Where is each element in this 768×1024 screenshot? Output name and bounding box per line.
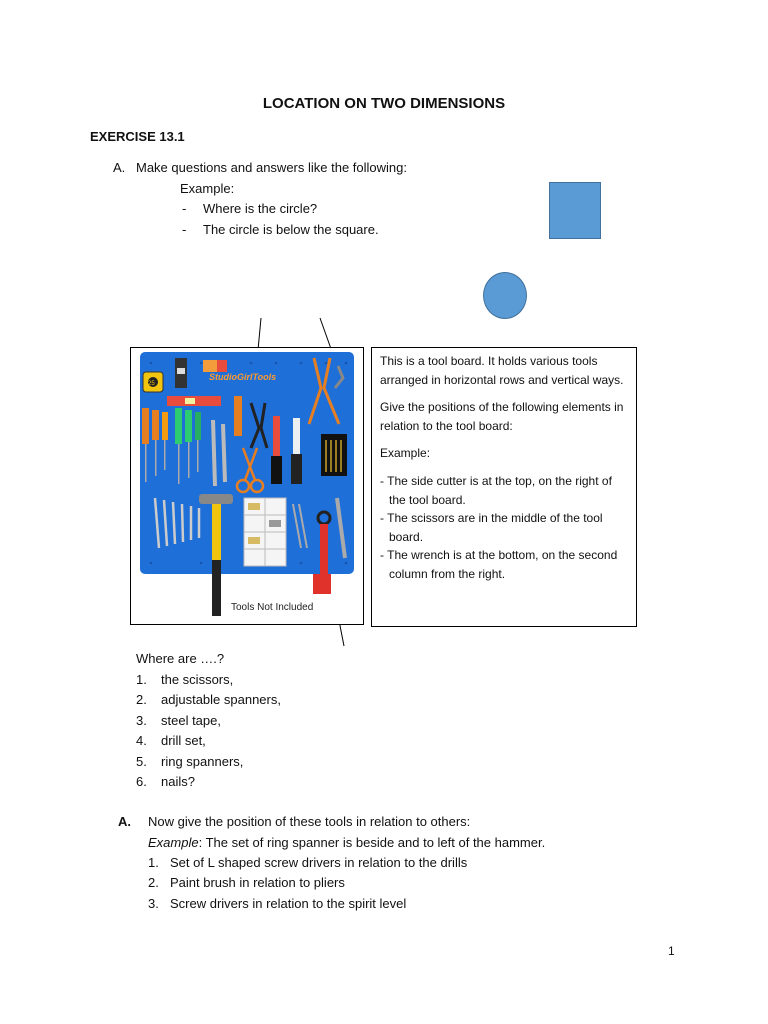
list-item: 3. steel tape,	[136, 712, 221, 728]
drill-set	[321, 434, 347, 476]
textbox-instruction: Give the positions of the following elements in relation to the tool board:	[380, 400, 624, 433]
example-label: Example:	[180, 181, 235, 196]
example-question: Where is the circle?	[203, 201, 318, 216]
question-list	[136, 670, 281, 792]
page-number: 1	[668, 944, 675, 958]
tool-board-illustration	[131, 348, 363, 624]
page-title: LOCATION ON TWO DIMENSIONS	[262, 95, 506, 112]
brand-text: StudioGirlTools	[209, 372, 277, 382]
example-dash-2: -	[182, 222, 187, 237]
section-b-letter: A.	[118, 814, 131, 829]
list-item: 4. drill set,	[136, 733, 206, 749]
section-b-instruction: Now give the position of these tools in relation to others:	[148, 814, 471, 829]
section-a-letter: A.	[113, 160, 126, 175]
list-item: 5. ring spanners,	[136, 753, 244, 769]
list-item: 3. Screw drivers in relation to the spirit level	[148, 895, 407, 911]
textbox-intro: This is a tool board. It holds various tools arranged in horizontal rows and vertical ways.	[380, 354, 624, 387]
section-a-instruction: Make questions and answers like the following:	[136, 160, 407, 175]
section-b-example	[148, 833, 545, 854]
example-text: : The set of ring spanner is beside and to left of the hammer.	[198, 835, 546, 850]
list-item: 6. nails?	[136, 773, 195, 789]
steel-tape	[143, 372, 163, 392]
textbox-bullet: - The side cutter is at the top, on the right of the tool board.	[380, 473, 612, 507]
list-item: 1. the scissors,	[136, 672, 234, 687]
exercise-heading: EXERCISE 13.1	[90, 129, 185, 144]
textbox-bullet: - The wrench is at the bottom, on the second column from the right.	[380, 548, 618, 581]
spirit-level	[167, 396, 221, 406]
orange-tool	[234, 396, 242, 436]
question-prompt: Where are ….?	[136, 651, 225, 666]
tool-board-description	[371, 347, 637, 627]
example-dash-1: -	[182, 201, 187, 216]
example-italic-label: Example	[148, 835, 199, 850]
textbox-bullet: - The scissors are in the middle of the tool board.	[380, 511, 603, 544]
list-item: 1. Set of L shaped screw drivers in relation to the drills	[148, 855, 468, 870]
list-item: 2. Paint brush in relation to pliers	[148, 875, 345, 891]
textbox-example-label: Example:	[380, 446, 431, 461]
tape-label: 25	[148, 381, 155, 387]
tool-board-figure	[130, 347, 364, 625]
example-answer: The circle is below the square.	[203, 222, 379, 237]
image-caption: Tools Not Included	[231, 602, 314, 613]
list-item: 2. adjustable spanners,	[136, 692, 281, 708]
nails-tray	[244, 498, 286, 566]
section-b-list	[148, 853, 467, 914]
